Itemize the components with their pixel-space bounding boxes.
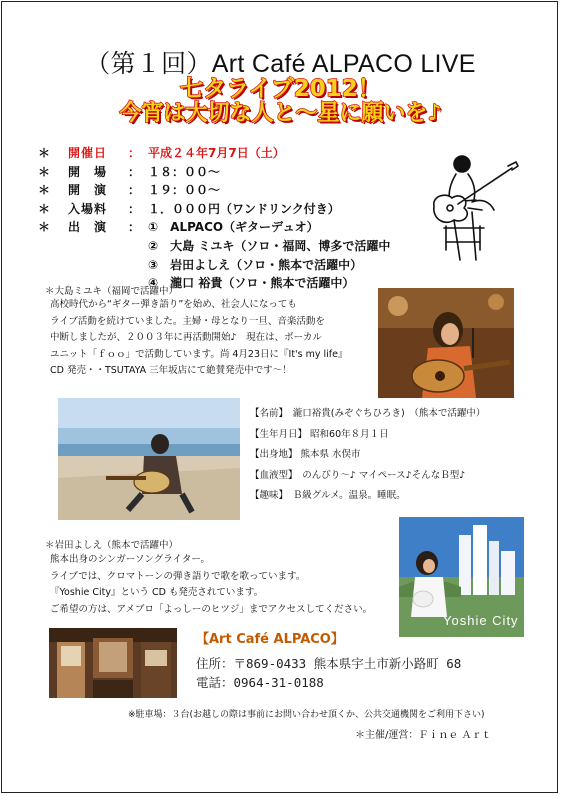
bio-line: CD 発売・・TSUTAYA 三年坂店にて絶賛発売中です～！ xyxy=(50,365,292,376)
info-label: 入場料 xyxy=(68,201,108,216)
bio-line: ライブでは、クロマトーンの弾き語りで歌を歌っています。 xyxy=(50,570,306,582)
bullet: ＊ xyxy=(38,164,51,179)
event-title: （第１回）Art Café ALPACO LIVE xyxy=(85,50,476,78)
venue-phone: 電話：0964-31-0188 xyxy=(196,675,324,690)
yoshie-city-photo xyxy=(399,517,524,637)
hiroki-photo xyxy=(58,398,240,520)
headline-tanabata: 七タライブ2012！ xyxy=(180,76,381,102)
info-row-doors xyxy=(38,163,390,182)
info-row-date xyxy=(38,144,390,163)
info-label: 開催日 xyxy=(68,146,108,160)
bio-line: ユニット「ｆｏｏ」で活動しています。尚 4月23日に『It's my life』 xyxy=(50,348,348,360)
info-row-fee xyxy=(38,200,390,219)
info-colon: ： xyxy=(128,164,141,179)
hiroki-profile xyxy=(250,404,485,507)
profile-line: 【名前】 瀧口裕貴(みぞぐちひろき) （熊本で活躍中） xyxy=(250,408,486,419)
guitarist-illustration-icon xyxy=(424,150,520,262)
info-colon: ： xyxy=(128,183,141,198)
info-value: １．０００円（ワンドリンク付き） xyxy=(148,201,340,216)
info-value: １９：００～ xyxy=(148,183,221,198)
info-colon: ： xyxy=(128,201,141,216)
venue-name: 【Art Café ALPACO】 xyxy=(196,632,344,647)
bullet: ＊ xyxy=(38,183,51,198)
bio-line: 『Yoshie City』という CD も発売されています。 xyxy=(50,587,264,598)
organizer: ＊主催/運営：Ｆｉｎｅ Ａｒｔ xyxy=(355,730,492,741)
bullet: ＊ xyxy=(38,220,51,235)
cd-title-text: Yoshie City xyxy=(443,613,519,628)
event-info xyxy=(38,144,390,293)
info-colon: ： xyxy=(128,146,141,160)
parking-note: ※駐車場：３台(お越しの際は事前にお問い合わせ頂くか、公共交通機関をご利用下さい) xyxy=(128,710,485,720)
miyuki-bio xyxy=(50,297,348,380)
info-label: 開 場 xyxy=(68,164,108,179)
bio-line: 中断しましたが、２００３年に再活動開始♪ 現在は、ボーカル xyxy=(50,332,322,343)
bullet: ＊ xyxy=(38,146,51,160)
info-label: 出 演 xyxy=(68,220,108,235)
performer-3: ③ 岩田よしえ（ソロ・熊本で活躍中） xyxy=(148,257,363,272)
bullet: ＊ xyxy=(38,201,51,216)
miyuki-photo xyxy=(378,288,514,398)
venue-address: 住所：〒869-0433 熊本県宇土市新小路町 68 xyxy=(196,656,462,671)
info-value: ① ALPACO（ギターデュオ） xyxy=(148,220,319,235)
bio-line: 高校時代から“ギター弾き語り”を始め、社会人になっても xyxy=(50,299,297,310)
headline-wish: 今宵は大切な人と～星に願いを♪ xyxy=(119,101,442,126)
bio-line: ライブ活動を続けていました。主婦・母となり一旦、音楽活動を xyxy=(50,315,325,327)
profile-line: 【趣味】 Ｂ級グルメ。温泉。睡眠。 xyxy=(250,490,406,501)
info-colon: ： xyxy=(128,220,141,235)
performer-2: ② 大島 ミユキ（ソロ・福岡、博多で活躍中 xyxy=(148,238,391,253)
info-value: 平成２４年7月7日（土） xyxy=(148,146,285,160)
yoshie-heading: ＊岩田よしえ（熊本で活躍中） xyxy=(45,540,179,551)
miyuki-heading: ＊大島ミユキ（福岡で活躍中） xyxy=(45,286,179,297)
bio-line: ご希望の方は、アメブロ「よっしーのヒツジ」までアクセスしてください。 xyxy=(50,603,373,615)
cafe-photo xyxy=(49,628,177,698)
bio-line: 熊本出身のシンガーソングライター。 xyxy=(50,554,211,565)
profile-line: 【出身地】 熊本県 水俣市 xyxy=(250,449,361,460)
performer-4: ④ 瀧口 裕貴（ソロ・熊本で活躍中） xyxy=(148,276,355,291)
profile-line: 【生年月日】 昭和60年８月１日 xyxy=(250,428,389,440)
info-value: １８：００～ xyxy=(148,164,221,179)
info-row-start xyxy=(38,181,390,200)
info-row-performers xyxy=(38,218,390,237)
profile-line: 【血液型】 のんびり～♪ マイペース♪そんなＢ型♪ xyxy=(250,469,466,481)
yoshie-bio xyxy=(50,552,372,618)
info-label: 開 演 xyxy=(68,183,108,198)
